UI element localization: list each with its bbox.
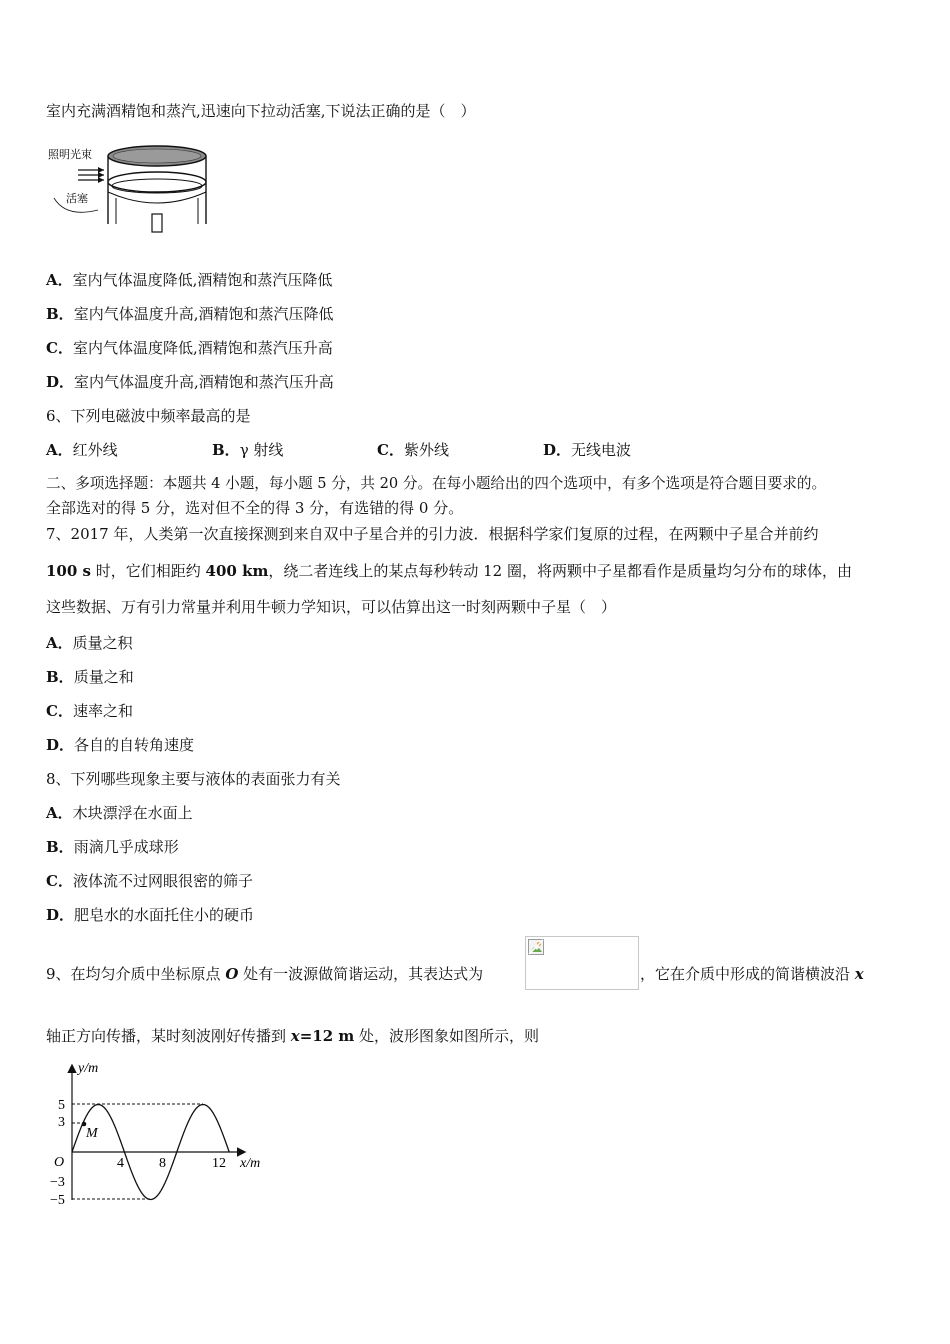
q6-option-d: D．无线电波 [543, 441, 632, 459]
x-tick-12: 12 [212, 1156, 226, 1171]
q7-option-b: B．质量之和 [46, 668, 134, 686]
q9-line2: 轴正方向传播，某时刻波刚好传播到 x=12 m 处，波形图象如图所示，则 [46, 1027, 540, 1045]
q8-stem: 8、下列哪些现象主要与液体的表面张力有关 [46, 770, 341, 788]
section2-line2: 全部选对的得 5 分，选对但不全的得 3 分，有选错的得 0 分。 [46, 499, 464, 517]
point-m-label: M [86, 1126, 98, 1141]
y-tick-5: 5 [58, 1098, 65, 1113]
q5-intro: 室内充满酒精饱和蒸汽,迅速向下拉动活塞,下说法正确的是（ ） [46, 102, 476, 120]
q9-line1-left: 9、在均匀介质中坐标原点 O 处有一波源做简谐运动，其表达式为 [46, 965, 484, 983]
q5-option-d: D．室内气体温度升高,酒精饱和蒸汽压升高 [46, 373, 334, 391]
q8-option-a: A．木块漂浮在水面上 [46, 804, 193, 822]
x-axis-label: x/m [240, 1156, 261, 1171]
q6-option-b: B．γ 射线 [212, 441, 284, 459]
y-tick-neg5: −5 [50, 1193, 65, 1208]
y-tick-neg3: −3 [50, 1175, 65, 1190]
x-tick-8: 8 [159, 1156, 166, 1171]
q7-line2: 100 s 时，它们相距约 400 km，绕二者连线上的某点每秒转动 12 圈，将两颗中子星都看作是质量均匀分布的球体，由 [46, 562, 852, 580]
broken-image-icon [528, 939, 544, 955]
y-axis-label: y/m [78, 1061, 99, 1076]
cloud-chamber-figure [46, 138, 216, 234]
q5-option-b: B．室内气体温度升高,酒精饱和蒸汽压降低 [46, 305, 334, 323]
section2-line1: 二、多项选择题：本题共 4 小题，每小题 5 分，共 20 分。在每小题给出的四个选项中，有多个选项是符合题目要求的。 [46, 475, 827, 492]
q9-line1-right: ，它在介质中形成的简谐横波沿 x [640, 965, 864, 983]
y-tick-3: 3 [58, 1115, 65, 1130]
x-tick-4: 4 [117, 1156, 124, 1171]
q6-option-c: C．紫外线 [377, 441, 449, 459]
q8-option-c: C．液体流不过网眼很密的筛子 [46, 872, 253, 890]
piston-label: 活塞 [66, 193, 88, 205]
q8-option-d: D．肥皂水的水面托住小的硬币 [46, 906, 255, 924]
q6-option-a: A．红外线 [46, 441, 118, 459]
wave-graph [46, 1058, 276, 1214]
q8-option-b: B．雨滴几乎成球形 [46, 838, 179, 856]
q7-option-d: D．各自的自转角速度 [46, 736, 195, 754]
q6-stem: 6、下列电磁波中频率最高的是 [46, 407, 251, 425]
equation-image-placeholder [525, 936, 639, 990]
q5-option-c: C．室内气体温度降低,酒精饱和蒸汽压升高 [46, 339, 333, 357]
q7-option-c: C．速率之和 [46, 702, 133, 720]
origin-label: O [54, 1155, 65, 1170]
q7-option-a: A．质量之积 [46, 634, 133, 652]
q7-line3: 这些数据、万有引力常量并利用牛顿力学知识，可以估算出这一时刻两颗中子星（ ） [46, 598, 617, 616]
light-beam-label: 照明光束 [48, 149, 92, 161]
q7-line1: 7、2017 年，人类第一次直接探测到来自双中子星合并的引力波．根据科学家们复原的过程，在两颗中子星合并前约 [46, 525, 819, 543]
q5-option-a: A．室内气体温度降低,酒精饱和蒸汽压降低 [46, 271, 333, 289]
